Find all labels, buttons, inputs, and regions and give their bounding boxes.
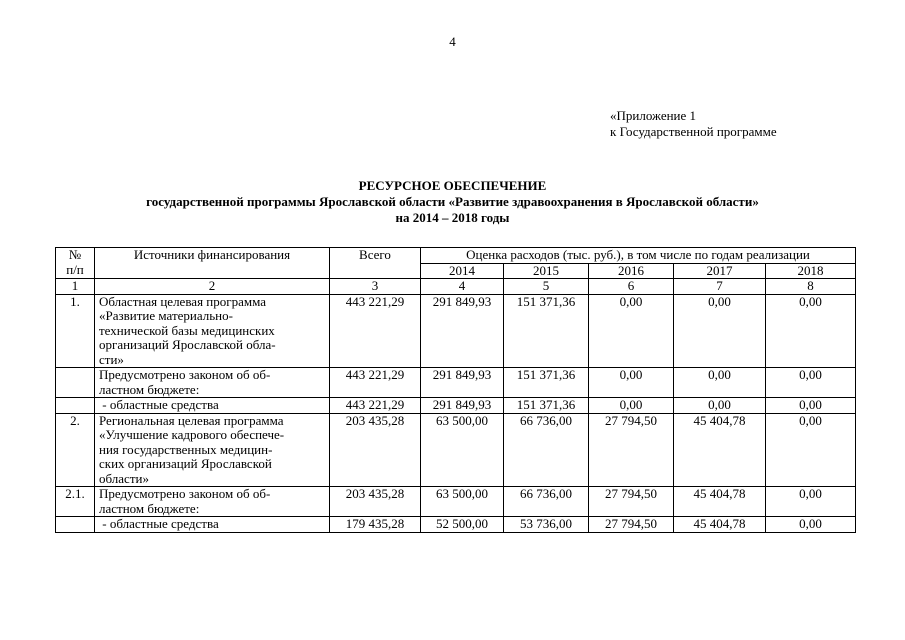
page-number: 4 <box>449 34 456 49</box>
row-year-value: 0,00 <box>589 294 674 368</box>
table-row <box>56 487 856 517</box>
column-number: 7 <box>674 279 766 295</box>
column-number: 4 <box>421 279 504 295</box>
row-year-value: 0,00 <box>766 487 856 517</box>
table-row <box>56 413 856 487</box>
table-header-row <box>56 248 856 264</box>
header-year: 2014 <box>421 263 504 279</box>
header-estimate: Оценка расходов (тыс. руб.), в том числе по годам реализации <box>421 248 856 264</box>
row-year-value: 52 500,00 <box>421 517 504 533</box>
column-numbers-row <box>56 279 856 295</box>
row-year-value: 291 849,93 <box>421 398 504 414</box>
row-number <box>56 368 95 398</box>
row-year-value: 27 794,50 <box>589 487 674 517</box>
row-year-value: 0,00 <box>674 294 766 368</box>
row-number: 2. <box>56 413 95 487</box>
row-year-value: 291 849,93 <box>421 294 504 368</box>
row-year-value: 0,00 <box>766 517 856 533</box>
row-source <box>95 294 330 368</box>
row-source-line: Предусмотрено законом об об- <box>99 486 271 501</box>
row-source-line: области» <box>99 470 149 486</box>
row-year-value: 45 404,78 <box>674 487 766 517</box>
row-year-value: 151 371,36 <box>504 398 589 414</box>
row-year-value: 0,00 <box>589 368 674 398</box>
row-source-line: - областные средства <box>99 516 219 531</box>
row-year-value: 45 404,78 <box>674 413 766 487</box>
row-year-value: 63 500,00 <box>421 413 504 487</box>
column-number: 2 <box>95 279 330 295</box>
row-source-line: Региональная целевая программа <box>99 412 284 428</box>
row-source-line: технической базы медицинских <box>99 322 275 338</box>
row-source-line: ластном бюджете: <box>99 500 200 516</box>
row-total: 179 435,28 <box>330 517 421 533</box>
row-year-value: 151 371,36 <box>504 368 589 398</box>
header-year: 2015 <box>504 263 589 279</box>
appendix-line-2: к Государственной программе <box>610 124 777 139</box>
header-year: 2016 <box>589 263 674 279</box>
title-line-3: на 2014 – 2018 годы <box>395 210 510 225</box>
row-number: 1. <box>56 294 95 368</box>
row-source-line: ластном бюджете: <box>99 381 200 397</box>
row-source-line: ских организаций Ярославской <box>99 456 272 471</box>
title-line-1: РЕСУРСНОЕ ОБЕСПЕЧЕНИЕ <box>358 178 547 193</box>
row-source-line: «Развитие материально- <box>99 308 233 323</box>
row-year-value: 0,00 <box>766 368 856 398</box>
header-year: 2018 <box>766 263 856 279</box>
column-number: 6 <box>589 279 674 295</box>
header-number <box>56 248 95 279</box>
row-total: 443 221,29 <box>330 294 421 368</box>
row-year-value: 0,00 <box>674 398 766 414</box>
appendix-note <box>610 108 777 140</box>
row-source-line: сти» <box>99 351 124 367</box>
row-year-value: 0,00 <box>589 398 674 414</box>
row-total: 443 221,29 <box>330 398 421 414</box>
row-source <box>95 398 330 414</box>
row-year-value: 0,00 <box>766 413 856 487</box>
header-number-line-2: п/п <box>66 261 84 277</box>
row-number <box>56 517 95 533</box>
row-year-value: 0,00 <box>674 368 766 398</box>
header-sources: Источники финансирования <box>95 248 330 279</box>
row-year-value: 66 736,00 <box>504 487 589 517</box>
row-source <box>95 517 330 533</box>
row-source-line: ния государственных медицин- <box>99 441 273 457</box>
row-source-line: - областные средства <box>99 397 219 412</box>
table-row <box>56 368 856 398</box>
header-year: 2017 <box>674 263 766 279</box>
row-source-line: «Улучшение кадрового обеспече- <box>99 427 285 442</box>
header-total: Всего <box>330 248 421 279</box>
table-row <box>56 294 856 368</box>
row-year-value: 0,00 <box>766 398 856 414</box>
row-year-value: 291 849,93 <box>421 368 504 398</box>
row-total: 443 221,29 <box>330 368 421 398</box>
title-line-2: государственной программы Ярославской области «Развитие здравоохранения в Ярославской области» <box>146 194 759 209</box>
row-source-line: организаций Ярославской обла- <box>99 337 276 352</box>
header-number-line-1: № <box>68 247 82 262</box>
document-title <box>0 178 905 226</box>
row-year-value: 66 736,00 <box>504 413 589 487</box>
column-number: 1 <box>56 279 95 295</box>
row-year-value: 45 404,78 <box>674 517 766 533</box>
row-number <box>56 398 95 414</box>
table-row <box>56 517 856 533</box>
row-year-value: 63 500,00 <box>421 487 504 517</box>
row-year-value: 27 794,50 <box>589 517 674 533</box>
row-source <box>95 413 330 487</box>
row-year-value: 53 736,00 <box>504 517 589 533</box>
row-total: 203 435,28 <box>330 413 421 487</box>
column-number: 8 <box>766 279 856 295</box>
table-row <box>56 398 856 414</box>
row-year-value: 151 371,36 <box>504 294 589 368</box>
row-year-value: 0,00 <box>766 294 856 368</box>
row-source-line: Областная целевая программа <box>99 293 266 309</box>
column-number: 3 <box>330 279 421 295</box>
row-year-value: 27 794,50 <box>589 413 674 487</box>
resources-table <box>55 247 856 533</box>
row-source <box>95 368 330 398</box>
appendix-line-1: «Приложение 1 <box>610 108 697 123</box>
row-total: 203 435,28 <box>330 487 421 517</box>
row-number: 2.1. <box>56 487 95 517</box>
column-number: 5 <box>504 279 589 295</box>
row-source <box>95 487 330 517</box>
row-source-line: Предусмотрено законом об об- <box>99 367 271 382</box>
